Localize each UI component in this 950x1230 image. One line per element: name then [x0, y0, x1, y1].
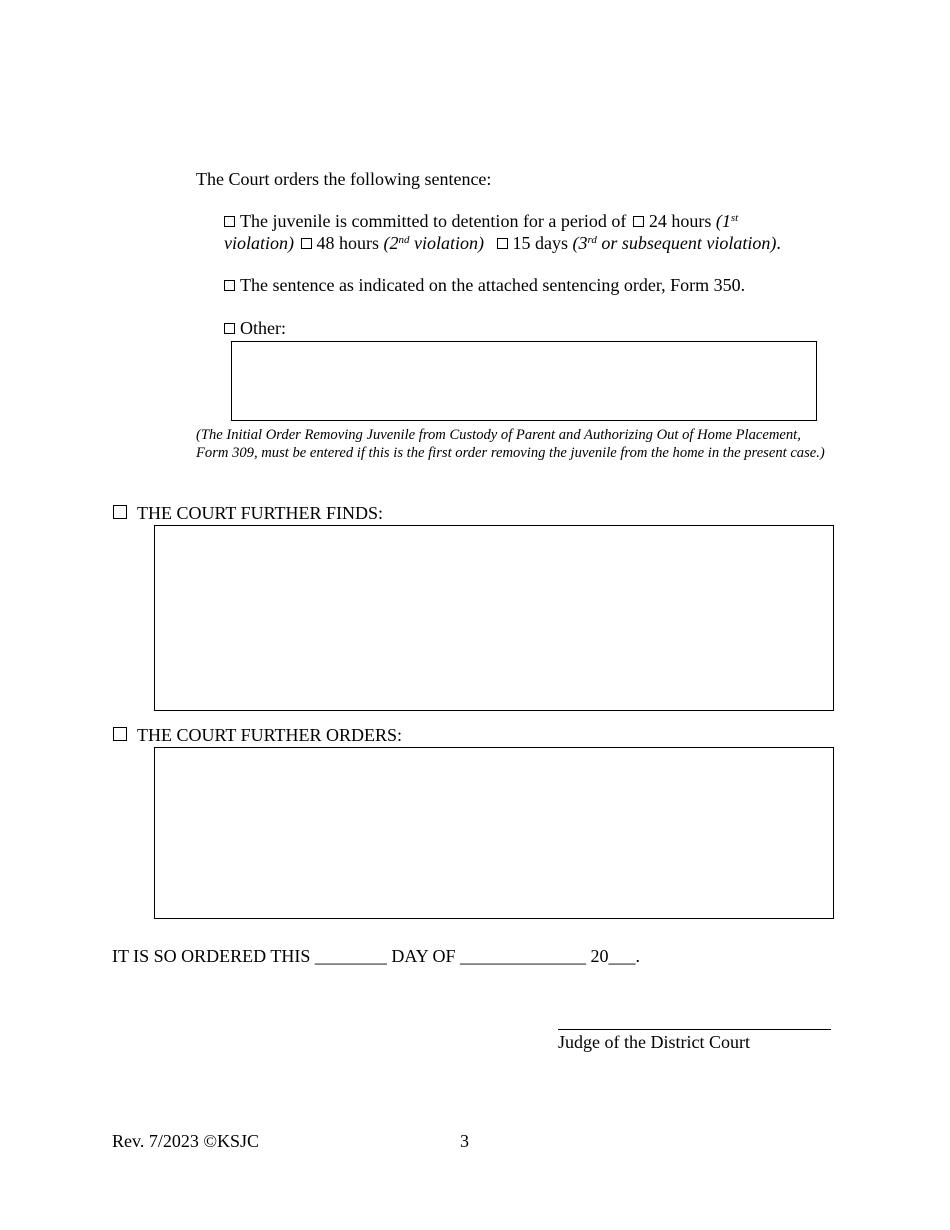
15-days-checkbox[interactable]	[497, 238, 508, 249]
further-orders-line	[113, 724, 402, 746]
further-finds-checkbox[interactable]	[113, 505, 127, 519]
first-violation-rest: violation)	[224, 233, 294, 253]
15-days-label: 15 days	[512, 233, 568, 253]
detention-checkbox[interactable]	[224, 216, 235, 227]
second-violation-paren: (2nd violation)	[383, 233, 484, 253]
further-finds-label: THE COURT FURTHER FINDS:	[137, 503, 384, 523]
form-309-note: (The Initial Order Removing Juvenile from Custody of Parent and Authorizing Out of Home Placement, Form 309, must be entered if this is the first order removing the juvenile from the home in the present case.)	[196, 427, 825, 461]
first-violation-paren: (1st	[715, 211, 739, 231]
judge-signature-label: Judge of the District Court	[558, 1032, 750, 1052]
detention-line-2: violation) 48 hours (2nd violation) 15 days (3rd or subsequent violation).	[224, 233, 781, 253]
24-hours-label: 24 hours	[648, 211, 712, 231]
page-number: 3	[460, 1131, 469, 1151]
further-orders-text-box[interactable]	[154, 747, 834, 919]
detention-line	[224, 210, 738, 232]
attached-sentence-line	[224, 274, 745, 296]
other-label: Other:	[240, 318, 286, 338]
further-finds-text-box[interactable]	[154, 525, 834, 711]
revision-footer: Rev. 7/2023 ©KSJC	[112, 1131, 260, 1151]
other-line	[224, 317, 286, 339]
so-ordered-line: IT IS SO ORDERED THIS ________ DAY OF ______________ 20___.	[112, 946, 641, 966]
other-checkbox[interactable]	[224, 323, 235, 334]
attached-sentence-checkbox[interactable]	[224, 280, 235, 291]
third-violation-paren: (3rd or subsequent violation)	[572, 233, 777, 253]
further-orders-checkbox[interactable]	[113, 727, 127, 741]
48-hours-label: 48 hours	[316, 233, 379, 253]
detention-text: The juvenile is committed to detention for a period of	[240, 211, 627, 231]
sentence-intro: The Court orders the following sentence:	[196, 169, 492, 189]
attached-sentence-text: The sentence as indicated on the attached sentencing order, Form 350.	[240, 275, 746, 295]
further-finds-line	[113, 502, 383, 524]
signature-line[interactable]	[558, 1029, 831, 1030]
48-hours-checkbox[interactable]	[301, 238, 312, 249]
other-text-box[interactable]	[231, 341, 817, 421]
24-hours-checkbox[interactable]	[633, 216, 644, 227]
further-orders-label: THE COURT FURTHER ORDERS:	[137, 725, 403, 745]
